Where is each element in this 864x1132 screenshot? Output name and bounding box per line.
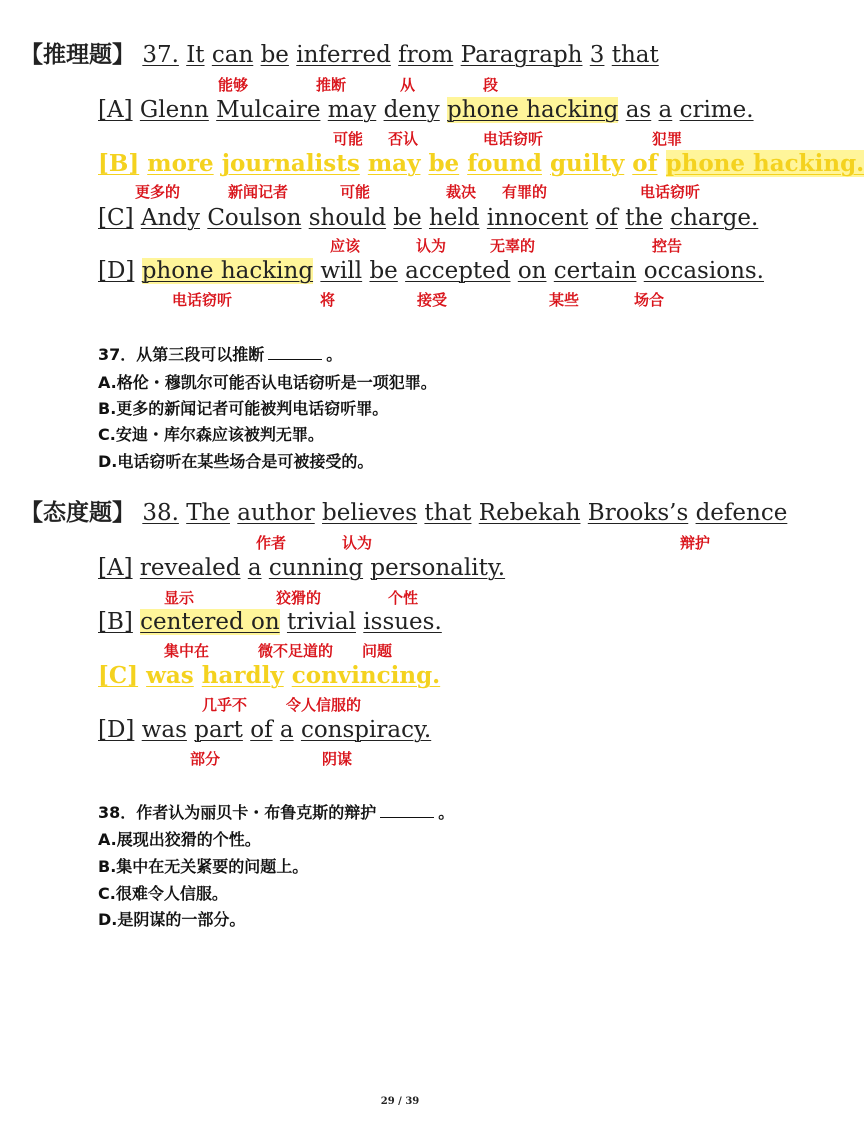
option-word: a — [247, 555, 262, 581]
q38-cn-option-d: D.是阴谋的一部分。 — [98, 910, 246, 929]
gloss-word: 几乎不 — [202, 696, 248, 714]
gloss-word: 集中在 — [164, 642, 210, 660]
q38-cn-option-a: A.展现出狡猾的个性。 — [98, 830, 261, 849]
q38-cn-option-b: B.集中在无关紧要的问题上。 — [98, 857, 309, 876]
stem-word: Rebekah — [478, 500, 581, 526]
gloss-word: 接受 — [417, 291, 448, 309]
option-word: more — [147, 150, 214, 177]
option-word: hardly — [201, 662, 284, 689]
cn-stem-text: 38．作者认为丽贝卡・布鲁克斯的辩护 — [98, 803, 377, 822]
gloss-word: 显示 — [164, 589, 195, 607]
option-word: was — [141, 717, 187, 743]
option-label: [A] — [98, 555, 133, 581]
q37-option-b — [98, 149, 864, 179]
option-word: crime. — [679, 97, 754, 123]
q37-option-d — [98, 256, 764, 286]
gloss-word: 犯罪 — [652, 130, 683, 148]
option-word: will — [320, 258, 363, 284]
gloss-word: 认为 — [342, 534, 373, 552]
answer-blank — [268, 345, 322, 360]
option-word: on — [517, 258, 547, 284]
stem-word: can — [211, 42, 254, 68]
q38-option-d — [98, 715, 431, 745]
gloss-word: 部分 — [190, 750, 221, 768]
option-word: of — [595, 205, 618, 231]
option-word: should — [308, 205, 387, 231]
option-label: [C] — [98, 662, 139, 689]
option-word: held — [429, 205, 480, 231]
stem-word: be — [260, 42, 289, 68]
gloss-word: 问题 — [362, 642, 393, 660]
stem-word: believes — [322, 500, 418, 526]
option-word: innocent — [486, 205, 589, 231]
option-label: [B] — [98, 609, 133, 635]
option-word: found — [467, 150, 542, 177]
cn-stem-end: 。 — [438, 803, 455, 822]
gloss-word: 场合 — [634, 291, 665, 309]
option-word: conspiracy. — [300, 717, 432, 743]
option-word: a — [658, 97, 673, 123]
cn-stem-text: 37．从第三段可以推断 — [98, 345, 265, 364]
gloss-word: 更多的 — [135, 183, 181, 201]
gloss-word: 无辜的 — [490, 237, 536, 255]
stem-word: from — [398, 42, 454, 68]
gloss-word: 裁决 — [446, 183, 477, 201]
q37-type-tag: 【推理题】 — [20, 42, 135, 68]
gloss-word: 某些 — [549, 291, 580, 309]
gloss-word: 可能 — [340, 183, 371, 201]
option-word: issues. — [363, 609, 442, 635]
highlighted-phrase: centered on — [140, 609, 280, 635]
stem-word: It — [186, 42, 205, 68]
option-word: cunning — [268, 555, 364, 581]
option-label: [D] — [98, 717, 135, 743]
option-word: Mulcaire — [216, 97, 321, 123]
option-word: occasions. — [643, 258, 764, 284]
gloss-word: 辩护 — [680, 534, 711, 552]
stem-word: that — [424, 500, 472, 526]
gloss-word: 能够 — [218, 76, 249, 94]
option-word: Glenn — [139, 97, 209, 123]
option-word: may — [367, 150, 421, 177]
answer-blank — [380, 803, 434, 818]
option-word: trivial — [286, 609, 356, 635]
stem-word: defence — [695, 500, 788, 526]
q37-cn-option-b: B.更多的新闻记者可能被判电话窃听罪。 — [98, 399, 389, 418]
option-word: Andy — [140, 205, 200, 231]
q37-cn-option-a: A.格伦・穆凯尔可能否认电话窃听是一项犯罪。 — [98, 373, 437, 392]
gloss-word: 控告 — [652, 237, 683, 255]
q38-cn-option-c: C.很难令人信服。 — [98, 884, 228, 903]
stem-word: that — [611, 42, 659, 68]
option-word: be — [369, 258, 398, 284]
option-word: deny — [383, 97, 440, 123]
option-word: be — [393, 205, 422, 231]
gloss-word: 新闻记者 — [228, 183, 289, 201]
page-number — [0, 1096, 800, 1107]
option-word: of — [250, 717, 273, 743]
stem-word: author — [237, 500, 315, 526]
gloss-word: 从 — [400, 76, 416, 94]
page-separator: / — [398, 1096, 402, 1107]
q37-stem — [20, 40, 659, 70]
option-label: [D] — [98, 258, 135, 284]
option-label: [B] — [98, 150, 140, 177]
gloss-word: 应该 — [330, 237, 361, 255]
page-total: 39 — [405, 1096, 420, 1107]
gloss-word: 可能 — [333, 130, 364, 148]
option-word: be — [428, 150, 460, 177]
page-current: 29 — [380, 1096, 395, 1107]
highlighted-phrase: phone hacking — [447, 97, 619, 123]
q37-cn-option-d: D.电话窃听在某些场合是可被接受的。 — [98, 452, 374, 471]
option-word: guilty — [549, 150, 625, 177]
gloss-word: 电话窃听 — [172, 291, 233, 309]
option-word: Coulson — [207, 205, 302, 231]
highlighted-phrase: phone hacking. — [665, 150, 864, 177]
stem-word: The — [186, 500, 230, 526]
q37-option-c — [98, 203, 758, 233]
gloss-word: 推断 — [316, 76, 347, 94]
gloss-word: 电话窃听 — [483, 130, 544, 148]
option-word: a — [279, 717, 294, 743]
option-word: part — [194, 717, 243, 743]
option-word: may — [327, 97, 377, 123]
q38-stem — [20, 498, 787, 528]
gloss-word: 阴谋 — [322, 750, 353, 768]
q38-option-a — [98, 553, 505, 583]
option-word: personality. — [370, 555, 506, 581]
option-label: [A] — [98, 97, 133, 123]
option-word: journalists — [221, 150, 360, 177]
stem-word: 38. — [142, 500, 179, 526]
gloss-word: 狡猾的 — [276, 589, 322, 607]
gloss-word: 将 — [320, 291, 336, 309]
gloss-word: 有罪的 — [502, 183, 548, 201]
stem-word: inferred — [296, 42, 391, 68]
q38-option-b — [98, 607, 442, 637]
option-word: charge. — [670, 205, 759, 231]
highlighted-phrase: phone hacking — [141, 258, 314, 284]
option-word: convincing. — [291, 662, 441, 689]
stem-word: 3 — [589, 42, 605, 68]
option-word: the — [625, 205, 663, 231]
gloss-word: 微不足道的 — [258, 642, 334, 660]
q37-cn-stem — [98, 345, 342, 365]
option-label: [C] — [98, 205, 134, 231]
q37-cn-option-c: C.安迪・库尔森应该被判无罪。 — [98, 425, 324, 444]
gloss-word: 令人信服的 — [286, 696, 362, 714]
gloss-word: 电话窃听 — [640, 183, 701, 201]
option-word: as — [625, 97, 652, 123]
q38-cn-stem — [98, 803, 454, 823]
gloss-word: 段 — [483, 76, 499, 94]
gloss-word: 个性 — [388, 589, 419, 607]
q38-type-tag: 【态度题】 — [20, 500, 135, 526]
option-word: accepted — [405, 258, 511, 284]
option-word: revealed — [139, 555, 241, 581]
option-word: certain — [553, 258, 637, 284]
gloss-word: 认为 — [416, 237, 447, 255]
option-word: of — [632, 150, 658, 177]
stem-word: 37. — [142, 42, 179, 68]
q37-option-a — [98, 95, 754, 125]
option-word: was — [146, 662, 194, 689]
stem-word: Brooks’s — [587, 500, 689, 526]
stem-word: Paragraph — [460, 42, 583, 68]
q38-option-c — [98, 661, 440, 691]
gloss-word: 作者 — [256, 534, 287, 552]
gloss-word: 否认 — [388, 130, 419, 148]
cn-stem-end: 。 — [326, 345, 343, 364]
